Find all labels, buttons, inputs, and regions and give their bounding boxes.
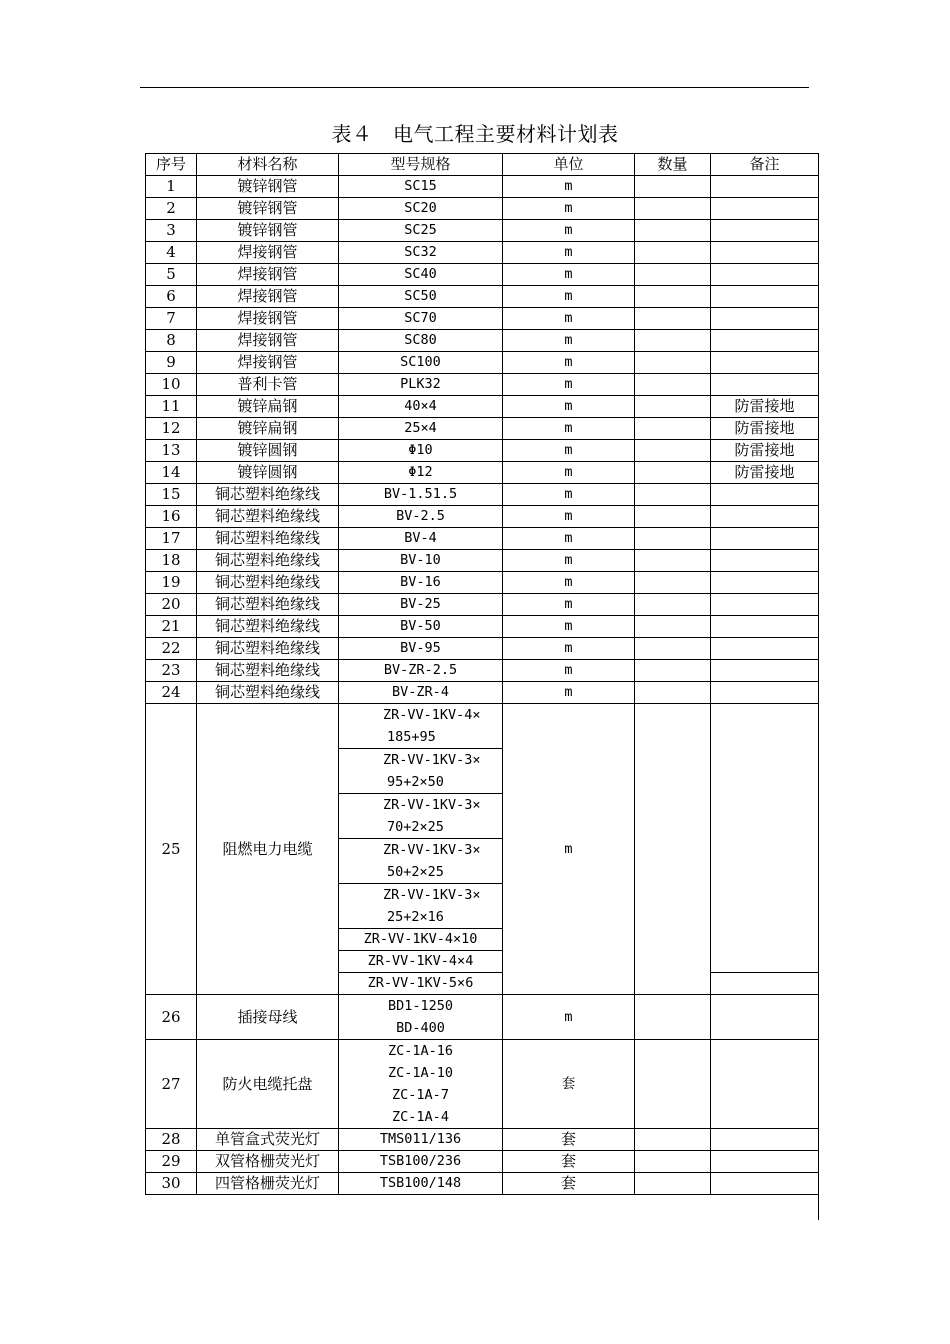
material-name: 镀锌圆钢 xyxy=(197,440,339,462)
material-name: 镀锌钢管 xyxy=(197,198,339,220)
material-name: 铜芯塑料绝缘线 xyxy=(197,506,339,528)
material-name: 铜芯塑料绝缘线 xyxy=(197,660,339,682)
remark xyxy=(711,484,819,506)
quantity xyxy=(635,484,711,506)
quantity xyxy=(635,330,711,352)
model-spec: 40×4 xyxy=(339,396,503,418)
material-name: 插接母线 xyxy=(197,995,339,1040)
unit: m xyxy=(503,616,635,638)
remark: 防雷接地 xyxy=(711,462,819,484)
row-number: 16 xyxy=(146,506,197,528)
material-name: 镀锌钢管 xyxy=(197,176,339,198)
quantity xyxy=(635,682,711,704)
quantity xyxy=(635,418,711,440)
model-spec: SC15 xyxy=(339,176,503,198)
table-row xyxy=(146,176,819,198)
model-spec xyxy=(339,839,503,884)
remark xyxy=(711,352,819,374)
header-spec: 型号规格 xyxy=(339,154,503,176)
row-number: 25 xyxy=(146,704,197,995)
material-name: 镀锌圆钢 xyxy=(197,462,339,484)
remark xyxy=(711,176,819,198)
material-name: 四管格栅荧光灯 xyxy=(197,1173,339,1195)
row-number: 24 xyxy=(146,682,197,704)
quantity xyxy=(635,308,711,330)
model-spec: PLK32 xyxy=(339,374,503,396)
unit: m xyxy=(503,550,635,572)
quantity xyxy=(635,550,711,572)
model-spec: SC50 xyxy=(339,286,503,308)
row-number: 28 xyxy=(146,1129,197,1151)
header-note: 备注 xyxy=(711,154,819,176)
row-number: 21 xyxy=(146,616,197,638)
header-name: 材料名称 xyxy=(197,154,339,176)
table-row xyxy=(146,440,819,462)
remark xyxy=(711,616,819,638)
quantity xyxy=(635,1129,711,1151)
table-right-edge xyxy=(818,153,819,1220)
unit: m xyxy=(503,572,635,594)
unit: m xyxy=(503,374,635,396)
unit: m xyxy=(503,418,635,440)
remark xyxy=(711,682,819,704)
unit: m xyxy=(503,220,635,242)
quantity xyxy=(635,1173,711,1195)
table-row xyxy=(146,484,819,506)
model-spec: SC40 xyxy=(339,264,503,286)
row-number: 27 xyxy=(146,1040,197,1129)
model-spec xyxy=(339,1040,503,1129)
material-name: 镀锌扁钢 xyxy=(197,396,339,418)
unit: 套 xyxy=(503,1173,635,1195)
quantity xyxy=(635,286,711,308)
model-spec: BV-1.51.5 xyxy=(339,484,503,506)
unit: m xyxy=(503,242,635,264)
quantity xyxy=(635,374,711,396)
table-row xyxy=(146,506,819,528)
material-name: 焊接钢管 xyxy=(197,330,339,352)
model-spec: BV-ZR-4 xyxy=(339,682,503,704)
remark: 防雷接地 xyxy=(711,396,819,418)
quantity xyxy=(635,572,711,594)
top-rule xyxy=(140,87,809,88)
quantity xyxy=(635,198,711,220)
spec-line: BD1-1250 xyxy=(387,998,454,1014)
row-number: 11 xyxy=(146,396,197,418)
row-number: 18 xyxy=(146,550,197,572)
quantity xyxy=(635,995,711,1040)
unit: m xyxy=(503,330,635,352)
quantity xyxy=(635,594,711,616)
table-row xyxy=(146,594,819,616)
remark xyxy=(711,198,819,220)
unit: m xyxy=(503,995,635,1040)
table-row xyxy=(146,264,819,286)
row-number: 20 xyxy=(146,594,197,616)
table-row xyxy=(146,462,819,484)
unit: m xyxy=(503,286,635,308)
material-name: 铜芯塑料绝缘线 xyxy=(197,594,339,616)
table-row xyxy=(146,1151,819,1173)
row-number: 10 xyxy=(146,374,197,396)
remark xyxy=(711,506,819,528)
remark xyxy=(711,1129,819,1151)
table-row xyxy=(146,220,819,242)
model-spec: ZR-VV-1KV-4×4 xyxy=(339,951,503,973)
table-row xyxy=(146,682,819,704)
model-spec: BV-25 xyxy=(339,594,503,616)
row-number: 26 xyxy=(146,995,197,1040)
remark: 防雷接地 xyxy=(711,440,819,462)
quantity xyxy=(635,616,711,638)
material-name: 铜芯塑料绝缘线 xyxy=(197,638,339,660)
table-title: 表４ 电气工程主要材料计划表 xyxy=(331,122,619,146)
spec-line: 50+2×25 xyxy=(387,864,444,880)
quantity xyxy=(635,440,711,462)
quantity xyxy=(635,396,711,418)
quantity xyxy=(635,528,711,550)
spec-line: ZC-1A-4 xyxy=(392,1109,449,1125)
spec-line: 95+2×50 xyxy=(387,774,444,790)
header-row xyxy=(146,154,819,176)
remark xyxy=(711,660,819,682)
material-name: 焊接钢管 xyxy=(197,286,339,308)
material-name: 铜芯塑料绝缘线 xyxy=(197,528,339,550)
row-number: 15 xyxy=(146,484,197,506)
model-spec xyxy=(339,794,503,839)
material-name: 焊接钢管 xyxy=(197,264,339,286)
quantity xyxy=(635,704,711,995)
remark xyxy=(711,973,819,995)
quantity xyxy=(635,462,711,484)
model-spec: BV-4 xyxy=(339,528,503,550)
table-row xyxy=(146,396,819,418)
quantity xyxy=(635,176,711,198)
row-number: 12 xyxy=(146,418,197,440)
spec-line: ZC-1A-7 xyxy=(392,1087,449,1103)
model-spec: ZR-VV-1KV-4×10 xyxy=(339,929,503,951)
material-name: 双管格栅荧光灯 xyxy=(197,1151,339,1173)
table-row xyxy=(146,550,819,572)
table-row xyxy=(146,352,819,374)
model-spec: BV-10 xyxy=(339,550,503,572)
unit: m xyxy=(503,638,635,660)
row-number: 3 xyxy=(146,220,197,242)
remark xyxy=(711,995,819,1040)
quantity xyxy=(635,352,711,374)
remark xyxy=(711,330,819,352)
row-number: 6 xyxy=(146,286,197,308)
table-row xyxy=(146,638,819,660)
model-spec: ZR-VV-1KV-5×6 xyxy=(339,973,503,995)
model-spec xyxy=(339,749,503,794)
remark xyxy=(711,572,819,594)
row-number: 30 xyxy=(146,1173,197,1195)
table-row xyxy=(146,704,819,749)
table-row xyxy=(146,374,819,396)
material-name: 阻燃电力电缆 xyxy=(197,704,339,995)
material-name: 焊接钢管 xyxy=(197,242,339,264)
quantity xyxy=(635,264,711,286)
quantity xyxy=(635,220,711,242)
table-row xyxy=(146,660,819,682)
row-number: 29 xyxy=(146,1151,197,1173)
row-number: 9 xyxy=(146,352,197,374)
model-spec: Φ12 xyxy=(339,462,503,484)
material-name: 铜芯塑料绝缘线 xyxy=(197,550,339,572)
material-name: 镀锌扁钢 xyxy=(197,418,339,440)
spec-line: 25+2×16 xyxy=(387,909,444,925)
remark xyxy=(711,1173,819,1195)
spec-line: ZR-VV-1KV-4× xyxy=(383,707,481,723)
spec-line: ZC-1A-10 xyxy=(387,1065,454,1081)
model-spec: SC70 xyxy=(339,308,503,330)
spec-line: 185+95 xyxy=(387,729,436,745)
model-spec: TSB100/236 xyxy=(339,1151,503,1173)
row-number: 22 xyxy=(146,638,197,660)
quantity xyxy=(635,1040,711,1129)
remark xyxy=(711,308,819,330)
table-row xyxy=(146,995,819,1040)
unit: m xyxy=(503,352,635,374)
table-row xyxy=(146,308,819,330)
row-number: 1 xyxy=(146,176,197,198)
row-number: 8 xyxy=(146,330,197,352)
model-spec: BV-16 xyxy=(339,572,503,594)
remark: 防雷接地 xyxy=(711,418,819,440)
model-spec: SC20 xyxy=(339,198,503,220)
unit: m xyxy=(503,704,635,995)
model-spec xyxy=(339,884,503,929)
materials-table xyxy=(145,153,819,1195)
table-row xyxy=(146,242,819,264)
quantity xyxy=(635,638,711,660)
remark xyxy=(711,220,819,242)
unit: m xyxy=(503,594,635,616)
table-row xyxy=(146,1173,819,1195)
row-number: 17 xyxy=(146,528,197,550)
table-row xyxy=(146,330,819,352)
quantity xyxy=(635,242,711,264)
row-number: 13 xyxy=(146,440,197,462)
material-name: 焊接钢管 xyxy=(197,352,339,374)
remark xyxy=(711,374,819,396)
model-spec: SC32 xyxy=(339,242,503,264)
unit: m xyxy=(503,198,635,220)
spec-line: ZR-VV-1KV-3× xyxy=(383,842,481,858)
material-name: 铜芯塑料绝缘线 xyxy=(197,572,339,594)
unit: m xyxy=(503,176,635,198)
unit: m xyxy=(503,396,635,418)
unit: 套 xyxy=(503,1129,635,1151)
unit: m xyxy=(503,264,635,286)
table-row xyxy=(146,286,819,308)
table-row xyxy=(146,528,819,550)
table-row xyxy=(146,418,819,440)
material-name: 铜芯塑料绝缘线 xyxy=(197,616,339,638)
row-number: 7 xyxy=(146,308,197,330)
row-number: 2 xyxy=(146,198,197,220)
remark xyxy=(711,1040,819,1129)
spec-line: 70+2×25 xyxy=(387,819,444,835)
remark xyxy=(711,550,819,572)
model-spec: BV-ZR-2.5 xyxy=(339,660,503,682)
table-row xyxy=(146,572,819,594)
unit: m xyxy=(503,506,635,528)
model-spec: TSB100/148 xyxy=(339,1173,503,1195)
material-name: 单管盒式荧光灯 xyxy=(197,1129,339,1151)
unit: m xyxy=(503,660,635,682)
quantity xyxy=(635,1151,711,1173)
header-qty: 数量 xyxy=(635,154,711,176)
table-row xyxy=(146,616,819,638)
spec-line: ZR-VV-1KV-3× xyxy=(383,797,481,813)
row-number: 5 xyxy=(146,264,197,286)
table-row xyxy=(146,1129,819,1151)
remark xyxy=(711,286,819,308)
remark xyxy=(711,264,819,286)
remark xyxy=(711,638,819,660)
unit: m xyxy=(503,528,635,550)
material-name: 镀锌钢管 xyxy=(197,220,339,242)
row-number: 4 xyxy=(146,242,197,264)
remark xyxy=(711,1151,819,1173)
model-spec: BV-95 xyxy=(339,638,503,660)
material-name: 防火电缆托盘 xyxy=(197,1040,339,1129)
unit: m xyxy=(503,462,635,484)
row-number: 23 xyxy=(146,660,197,682)
material-name: 铜芯塑料绝缘线 xyxy=(197,682,339,704)
model-spec: TMS011/136 xyxy=(339,1129,503,1151)
remark xyxy=(711,704,819,973)
quantity xyxy=(635,506,711,528)
unit: 套 xyxy=(503,1040,635,1129)
model-spec: BV-50 xyxy=(339,616,503,638)
material-name: 铜芯塑料绝缘线 xyxy=(197,484,339,506)
remark xyxy=(711,528,819,550)
remark xyxy=(711,594,819,616)
table-row xyxy=(146,198,819,220)
table-row xyxy=(146,1040,819,1129)
unit: m xyxy=(503,440,635,462)
model-spec: SC80 xyxy=(339,330,503,352)
spec-line: ZR-VV-1KV-3× xyxy=(383,887,481,903)
quantity xyxy=(635,660,711,682)
header-no: 序号 xyxy=(146,154,197,176)
unit: 套 xyxy=(503,1151,635,1173)
materials-table-body xyxy=(146,154,819,1195)
model-spec: Φ10 xyxy=(339,440,503,462)
row-number: 19 xyxy=(146,572,197,594)
model-spec: BV-2.5 xyxy=(339,506,503,528)
model-spec xyxy=(339,704,503,749)
spec-line: ZR-VV-1KV-3× xyxy=(383,752,481,768)
row-number: 14 xyxy=(146,462,197,484)
model-spec: 25×4 xyxy=(339,418,503,440)
unit: m xyxy=(503,308,635,330)
unit: m xyxy=(503,682,635,704)
unit: m xyxy=(503,484,635,506)
material-name: 普利卡管 xyxy=(197,374,339,396)
model-spec: SC25 xyxy=(339,220,503,242)
spec-line: ZC-1A-16 xyxy=(387,1043,454,1059)
model-spec: SC100 xyxy=(339,352,503,374)
material-name: 焊接钢管 xyxy=(197,308,339,330)
remark xyxy=(711,242,819,264)
model-spec xyxy=(339,995,503,1040)
spec-line: BD-400 xyxy=(396,1020,445,1036)
header-unit: 单位 xyxy=(503,154,635,176)
